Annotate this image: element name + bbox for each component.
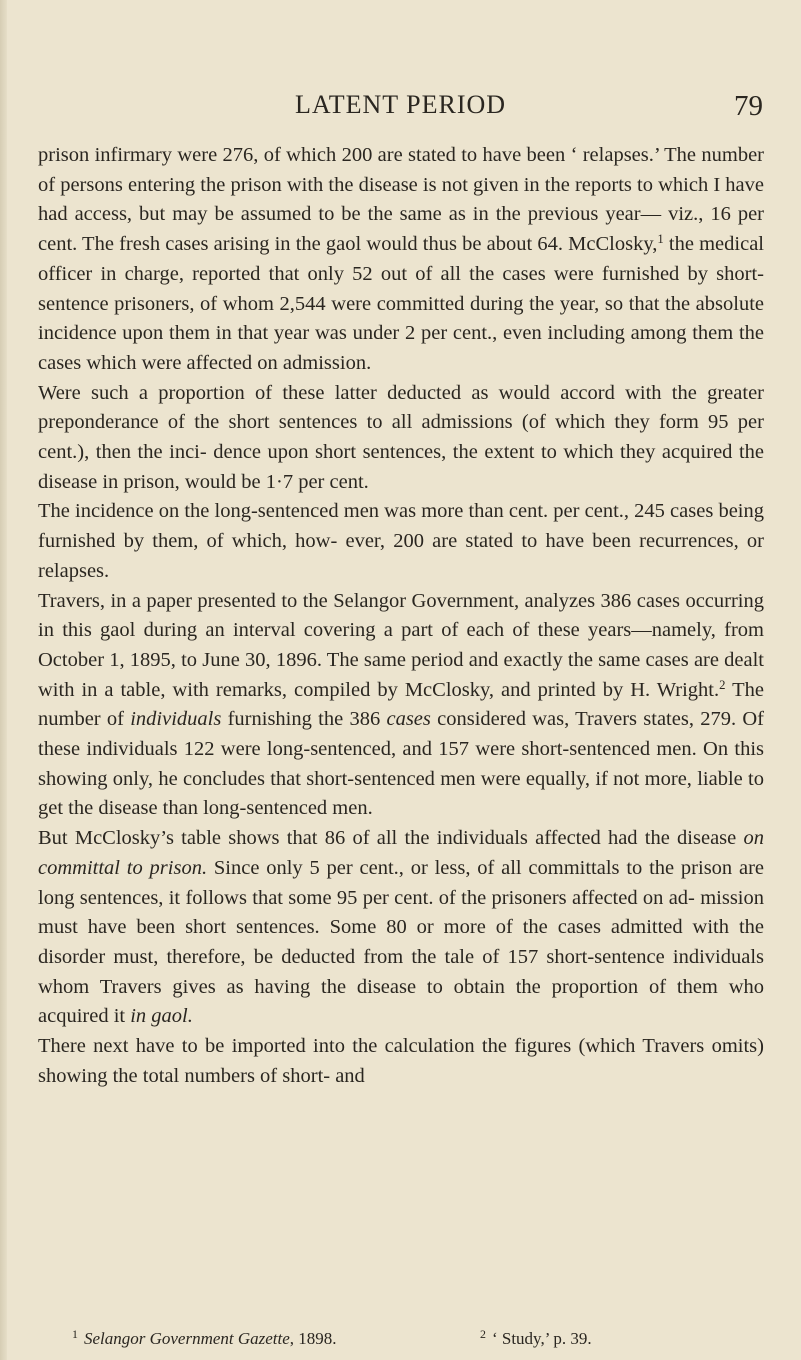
footnote-ref: 1 [657,232,664,247]
italic-text: on committal to prison. [38,827,764,879]
text-segment: considered was, Travers states, 279. Of these individuals 122 were long-sentenced, and 157 were short-sentenced men. On this showing only, he concludes that short-sentenced men were equally, if not more, liable to get the disease than long-sentenced men. [38,708,764,820]
text-segment: Travers, in a paper presented to the Selangor Government, analyzes 386 cases occurring in this gaol during an interval covering a part of each of these years—namely, from October 1, 1895, to June 30, 1896. The same period and exactly the same cases are dealt with in a table, with remarks, compiled by McClosky, and printed by H. Wright. [38,589,764,701]
italic-text: individuals [130,708,222,731]
page-header [38,90,763,130]
footnote [480,1323,592,1350]
text-segment: But McClosky’s table shows that 86 of all the individuals affected had the disease [38,827,744,850]
footnote-text: , 1898. [289,1328,337,1348]
footnote [72,1323,337,1350]
paragraph [38,141,764,379]
text-segment: There next have to be imported into the calculation the figures (which Travers omits) showing the total numbers of short- and [38,1035,764,1087]
footnote-ref: 2 [719,677,726,692]
italic-text: in gaol. [130,1005,193,1028]
page-spine-shadow [0,0,7,1360]
footnote-marker: 1 [72,1327,78,1341]
text-segment: The number of [38,678,764,731]
text-segment: the medical officer in charge, reported that only 52 out of all the cases were furnished by short-sentence prisoners, of whom 2,544 were committed during the year, so that the absolute incidence upon them in that year was under 2 per cent., even including among them the cases which were affected on admission. [38,233,764,374]
footnote-italic: Selangor Government Gazette [83,1328,290,1348]
text-segment: Were such a proportion of these latter deducted as would accord with the greater preponderance of the short sentences to all admissions (of which they form 95 per cent.), then the inci- dence upon short sentences, the extent to which they acquired the disease in prison, would be 1·7 per cent. [38,381,764,493]
body-text [38,141,764,1092]
paragraph [38,1032,764,1091]
text-segment: The incidence on the long-sentenced men was more than cent. per cent., 245 cases being furnished by them, of which, how- ever, 200 are stated to have been recurrences, or relapses. [38,500,764,582]
paragraph [38,824,764,1032]
paragraph [38,379,764,498]
page-number: 79 [734,90,763,122]
text-segment: prison infirmary were 276, of which 200 are stated to have been ‘ relapses.’ The number of persons entering the prison with the disease is not given in the reports to which I have had access, but may be assumed to be the same as in the previous year— viz., 16 per cent. The fresh cases arising in the gaol would thus be about 64. McClosky, [38,144,764,256]
text-segment: Since only 5 per cent., or less, of all committals to the prison are long sentences, it follows that some 95 per cent. of the prisoners affected on ad- mission must have been short sentences. Some 80 or more of the cases admitted with the disorder must, therefore, be deducted from the tale of 157 short-sentence individuals whom Travers gives as having the disease to obtain the proportion of them who acquired it [38,856,764,1028]
footnote-text: ‘ Study,’ p. 39. [491,1328,592,1348]
footnote-marker: 2 [480,1327,486,1341]
running-head: LATENT PERIOD [294,90,507,119]
italic-text: cases [386,708,431,731]
text-segment: furnishing the 386 [221,708,387,731]
paragraph [38,587,764,825]
paragraph [38,497,764,586]
